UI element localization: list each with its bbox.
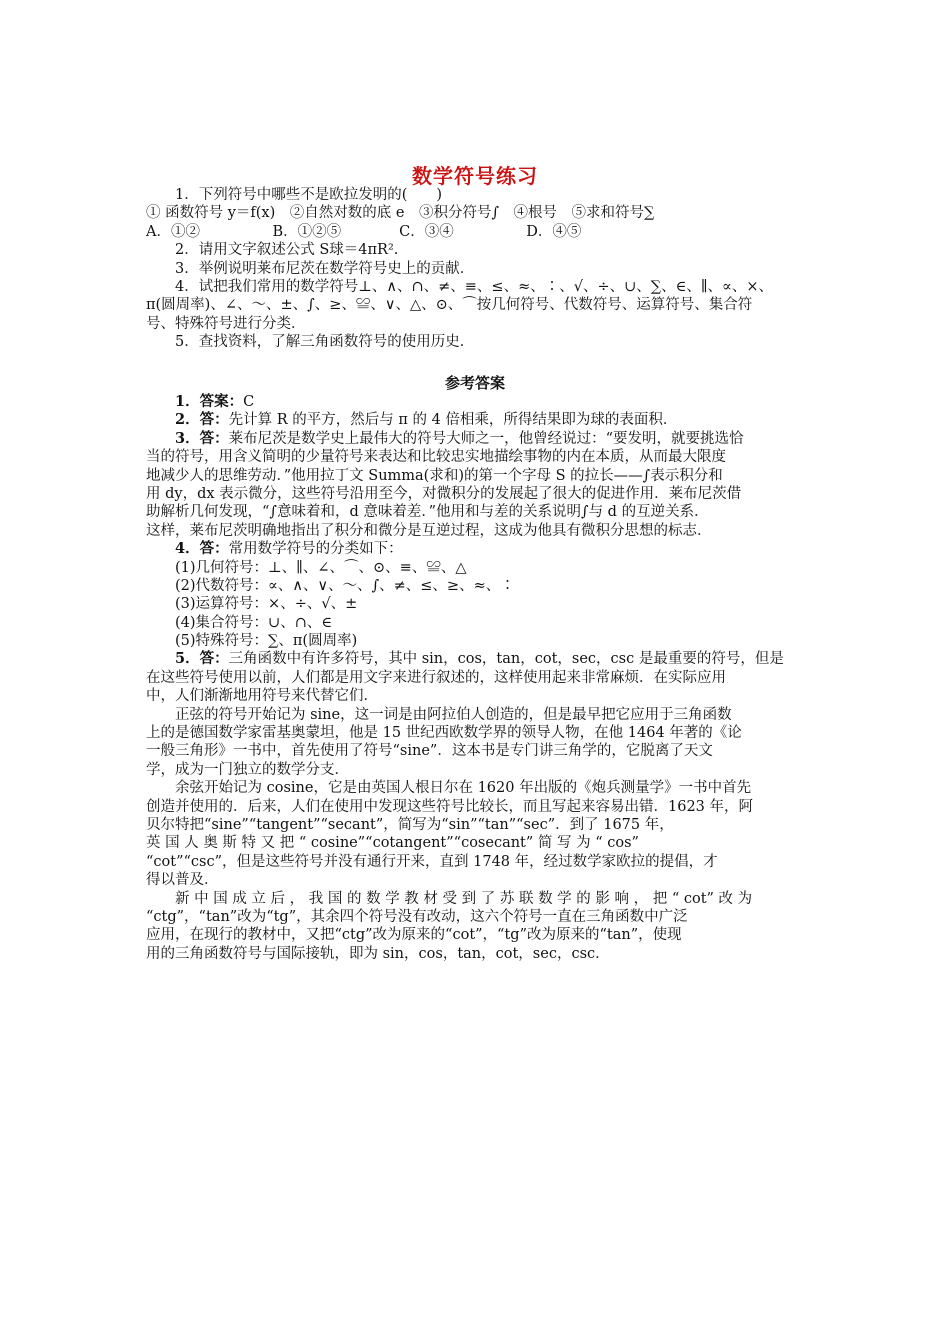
answer-line <box>146 926 808 944</box>
answer-label: 1．答案： <box>175 393 244 410</box>
answer-line <box>146 393 808 411</box>
answer-text: 余弦开始记为 cosine，它是由英国人根日尔在 1620 年出版的《炮兵测量学》一书中首先 <box>175 780 752 797</box>
answer-text: 正弦的符号开始记为 sine，这一词是由阿拉伯人创造的，但是最早把它应用于三角函数 <box>175 706 732 723</box>
answer-line <box>146 614 808 632</box>
question-line: 4．试把我们常用的数学符号⊥、∧、∩、≠、≡、≤、≈、∶、√、÷、∪、∑、∈、∥、∝、×、 <box>175 278 774 295</box>
answers-heading: 参考答案 <box>444 374 505 392</box>
answer-line <box>146 871 808 889</box>
answer-line <box>146 595 808 613</box>
answer-text: 英 国 人 奥 斯 特 又 把 “ cosine”“cotangent”“cosecant” 简 写 为 “ cos” <box>146 835 639 852</box>
answer-text: 新 中 国 成 立 后 ， 我 国 的 数 学 教 材 受 到 了 苏 联 数 学 的 影 响 ， 把 “ cot” 改 为 <box>175 890 753 907</box>
answer-line <box>146 669 808 687</box>
page-title: 数学符号练习 <box>412 164 538 188</box>
answer-text: 先计算 R 的平方，然后与 π 的 4 倍相乘，所得结果即为球的表面积． <box>228 412 678 429</box>
question-line: 2．请用文字叙述公式 S球＝4πR². <box>175 242 399 259</box>
answer-text: (1)几何符号：⊥、∥、∠、⌒、⊙、≡、≌、△ <box>175 559 467 576</box>
answer-label: 3．答： <box>175 429 229 447</box>
answer-text: 应用，在现行的教材中，又把“ctg”改为原来的“cot”，“tg”改为原来的“tan”，使现 <box>146 927 682 944</box>
answer-line <box>146 411 808 429</box>
question-line: 5．查找资料，了解三角函数符号的使用历史． <box>175 334 475 351</box>
answer-line <box>146 687 808 705</box>
answer-text: 在这些符号使用以前，人们都是用文字来进行叙述的，这样使用起来非常麻烦．在实际应用 <box>146 669 726 686</box>
answer-text: “cot”“csc”，但是这些符号并没有通行开来，直到 1748 年，经过数学家欧拉的提倡，才 <box>146 853 718 870</box>
answer-text: (5)特殊符号：∑、π(圆周率) <box>175 633 358 650</box>
answer-line <box>146 522 808 540</box>
question-line: 号、特殊符号进行分类． <box>146 315 306 332</box>
answer-list <box>146 393 808 963</box>
answer-line <box>146 503 808 521</box>
answer-text: 上的是德国数学家雷基奥蒙坦，他是 15 世纪西欧数学界的领导人物，在他 1464 年著的《论 <box>146 725 742 742</box>
answer-line <box>146 945 808 963</box>
question-line: 3．举例说明莱布尼茨在数学符号史上的贡献． <box>175 260 475 277</box>
answer-label: 4．答： <box>175 540 229 558</box>
answer-line <box>146 779 808 797</box>
answer-text: 地减少人的思维劳动．”他用拉丁文 Summa(求和)的第一个字母 S 的拉长——∫表示积分和 <box>146 467 723 484</box>
answer-text: 学，成为一门独立的数学分支． <box>146 761 349 778</box>
answer-text: “ctg”，“tan”改为“tg”，其余四个符号没有改动，这六个符号一直在三角函数中广泛 <box>146 908 688 925</box>
answer-text: 创造并使用的．后来，人们在使用中发现这些符号比较长，而且写起来容易出错．1623 年，阿 <box>146 798 754 815</box>
answer-text: 助解析几何发现，“∫意味着和，d 意味着差．”他用和与差的关系说明∫与 d 的互逆关系． <box>146 504 709 521</box>
answer-line <box>146 485 808 503</box>
answer-text: 一般三角形》一书中，首先使用了符号“sine”．这本书是专门讲三角学的，它脱离了天文 <box>146 743 713 760</box>
answer-line <box>146 798 808 816</box>
answer-text: 常用数学符号的分类如下： <box>228 541 403 558</box>
answer-line <box>146 632 808 650</box>
answer-line <box>146 430 808 448</box>
answer-text: 贝尔特把“sine”“tangent”“secant”，简写为“sin”“tan”“sec”．到了 1675 年， <box>146 816 674 833</box>
answer-label: 2．答： <box>175 411 229 429</box>
question-line: A．①② B．①②⑤ C．③④ D．④⑤ <box>146 223 582 240</box>
answer-line <box>146 853 808 871</box>
question-line: ① 函数符号 y＝f(x) ②自然对数的底 e ③积分符号∫ ④根号 ⑤求和符号∑ <box>146 205 655 222</box>
answer-line <box>146 908 808 926</box>
question-line: 1．下列符号中哪些不是欧拉发明的( ) <box>175 187 443 203</box>
answer-label: 5．答： <box>175 650 229 668</box>
answer-line <box>146 559 808 577</box>
answer-text: 莱布尼茨是数学史上最伟大的符号大师之一，他曾经说过：“要发明，就要挑选恰 <box>228 430 744 447</box>
answer-line <box>146 890 808 908</box>
answer-text: 中，人们渐渐地用符号来代替它们． <box>146 688 378 705</box>
question-list <box>146 186 808 352</box>
answer-text: 三角函数中有许多符号，其中 sin，cos，tan，cot，sec，csc 是最重要的符号，但是 <box>228 651 784 668</box>
answer-text: 用的三角函数符号与国际接轨，即为 sin，cos，tan，cot，sec，csc． <box>146 945 610 962</box>
answer-line <box>146 650 808 668</box>
answer-text: 得以普及． <box>146 872 219 889</box>
answer-line <box>146 467 808 485</box>
answer-line <box>146 448 808 466</box>
answer-text: (2)代数符号：∝、∧、∨、～、∫、≠、≤、≥、≈、∶ <box>175 577 515 594</box>
answer-line <box>146 540 808 558</box>
answer-text: C <box>243 394 255 410</box>
answer-text: 当的符号，用含义简明的少量符号来表达和比较忠实地描绘事物的内在本质，从而最大限度 <box>146 449 726 466</box>
answer-line <box>146 706 808 724</box>
answer-line <box>146 577 808 595</box>
answer-line <box>146 761 808 779</box>
answer-text: 这样，莱布尼茨明确地指出了积分和微分是互逆过程，这成为他具有微积分思想的标志． <box>146 522 712 539</box>
answer-text: (4)集合符号：∪、∩、∈ <box>175 614 333 631</box>
answer-text: 用 dy，dx 表示微分，这些符号沿用至今，对微积分的发展起了很大的促进作用．莱布尼茨借 <box>146 485 742 502</box>
answer-line <box>146 742 808 760</box>
answer-line <box>146 724 808 742</box>
answer-text: (3)运算符号：×、÷、√、± <box>175 596 358 613</box>
question-line: π(圆周率)、∠、～、±、∫、≥、≌、∨、△、⊙、⌒按几何符号、代数符号、运算符号、集合符 <box>146 297 753 314</box>
answer-line <box>146 816 808 834</box>
answer-line <box>146 834 808 852</box>
